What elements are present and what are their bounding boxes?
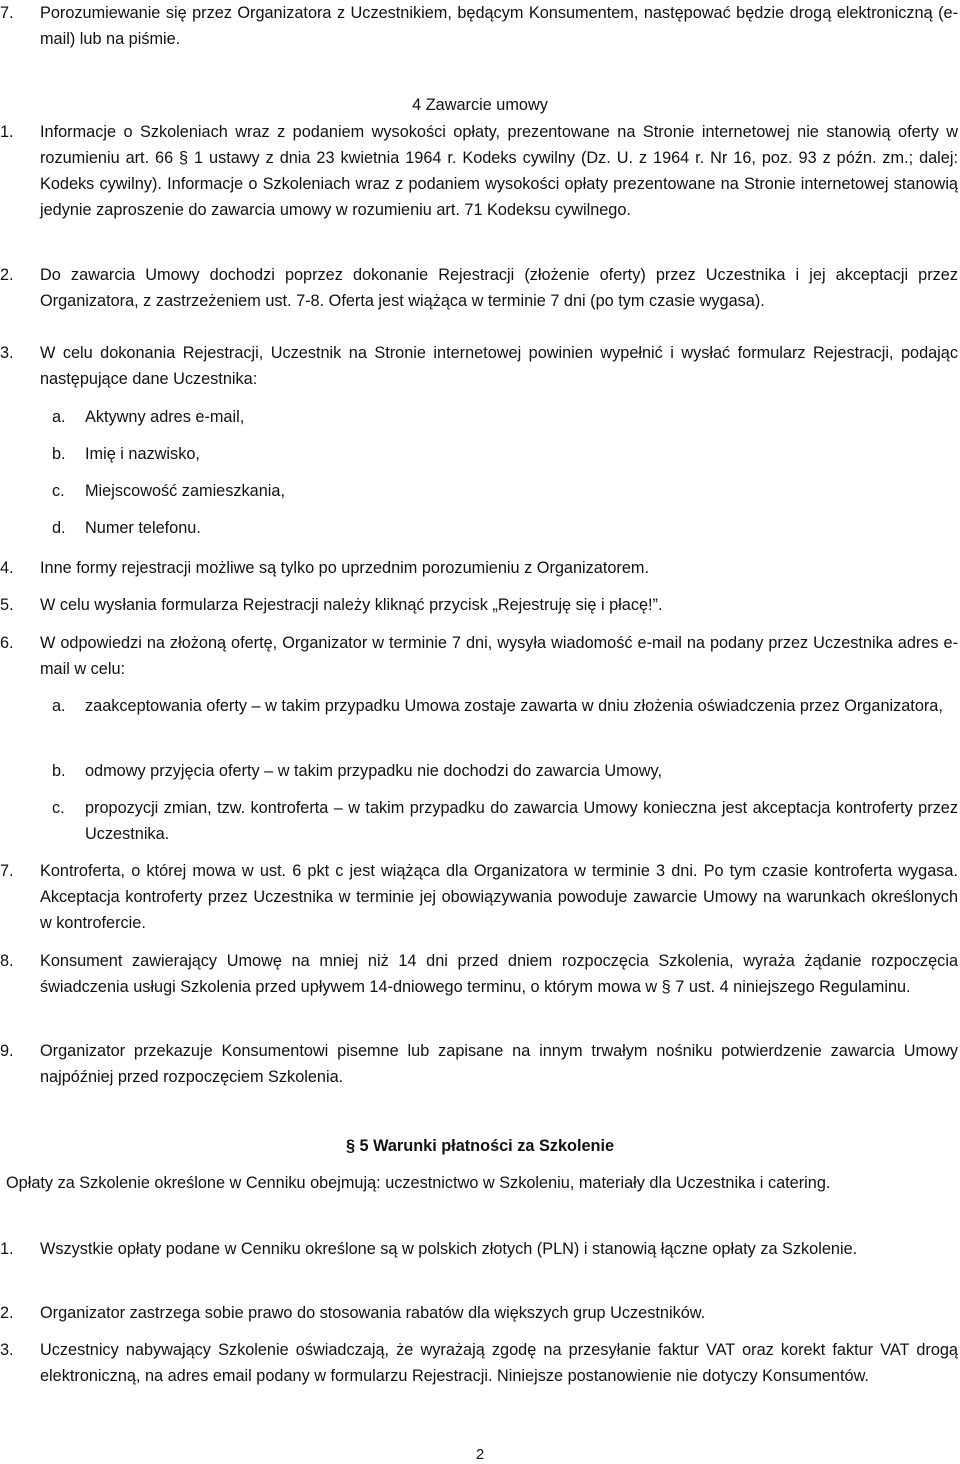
item-number: 3. [0, 344, 14, 362]
item-letter: a. [52, 697, 66, 715]
item-number: 2. [0, 1304, 14, 1322]
item-number: 1. [0, 1240, 14, 1258]
item-text: Wszystkie opłaty podane w Cenniku określone są w polskich złotych (PLN) i stanowią łączne opłaty za Szkolenie. [40, 1240, 858, 1258]
item-number: 4. [0, 559, 14, 577]
item-letter: d. [52, 519, 66, 537]
section-intro: Opłaty za Szkolenie określone w Cenniku obejmują: uczestnictwo w Szkoleniu, materiały dla Uczestnika i catering. [6, 1174, 831, 1192]
item-text: Porozumiewanie się przez Organizatora z Uczestnikiem, będącym Konsumentem, następować będzie drogą elektroniczną (e-mail) lub na piśmie. [40, 4, 958, 48]
item-text: Organizator zastrzega sobie prawo do stosowania rabatów dla większych grup Uczestników. [40, 1304, 706, 1322]
page-number: 2 [475, 1446, 485, 1463]
item-number: 2. [0, 266, 14, 284]
item-text: Konsument zawierający Umowę na mniej niż 14 dni przed dniem rozpoczęcia Szkolenia, wyraża żądanie rozpoczęcia świadczenia usługi Szkolenia przed upływem 14-dniowego terminu, o którym mowa w § 7 ust. 4 niniejszego Regulaminu. [40, 952, 958, 996]
item-number: 3. [0, 1341, 14, 1359]
item-text: W odpowiedzi na złożoną ofertę, Organizator w terminie 7 dni, wysyła wiadomość e-mail na podany przez Uczestnika adres e-mail w celu: [40, 634, 958, 678]
item-letter: c. [52, 799, 65, 817]
item-text: Uczestnicy nabywający Szkolenie oświadczają, że wyrażają zgodę na przesyłanie faktur VAT oraz korekt faktur VAT drogą elektroniczną, na adres email podany w formularzu Rejestracji. Niniejsze postanowienie nie dotyczy Konsumentów. [40, 1341, 958, 1385]
item-text: odmowy przyjęcia oferty – w takim przypadku nie dochodzi do zawarcia Umowy, [85, 762, 663, 780]
item-text: W celu dokonania Rejestracji, Uczestnik na Stronie internetowej powinien wypełnić i wysłać formularz Rejestracji, podając następujące dane Uczestnika: [40, 344, 958, 388]
item-number: 1. [0, 123, 14, 141]
item-text: Numer telefonu. [85, 519, 201, 537]
item-text: Aktywny adres e-mail, [85, 408, 245, 426]
item-text: Kontroferta, o której mowa w ust. 6 pkt c jest wiążąca dla Organizatora w terminie 3 dni. Po tym czasie kontroferta wygasa. Akceptacja kontroferty przez Uczestnika w terminie jej obowiązywania powoduje zawarcie Umowy na warunkach określonych w kontrofercie. [40, 862, 958, 932]
item-letter: b. [52, 445, 66, 463]
item-text: Do zawarcia Umowy dochodzi poprzez dokonanie Rejestracji (złożenie oferty) przez Uczestnika i jej akceptacji przez Organizatora, z zastrzeżeniem ust. 7-8. Oferta jest wiążąca w terminie 7 dni (po tym czasie wygasa). [40, 266, 958, 310]
section-heading: 4 Zawarcie umowy [412, 96, 548, 114]
item-number: 9. [0, 1042, 14, 1060]
item-letter: b. [52, 762, 66, 780]
item-letter: c. [52, 482, 65, 500]
item-text: W celu wysłania formularza Rejestracji należy kliknąć przycisk „Rejestruję się i płacę!”. [40, 596, 663, 614]
item-letter: a. [52, 408, 66, 426]
section-heading: § 5 Warunki płatności za Szkolenie [345, 1137, 615, 1155]
item-text: Imię i nazwisko, [85, 445, 200, 463]
item-number: 5. [0, 596, 14, 614]
item-text: Informacje o Szkoleniach wraz z podaniem wysokości opłaty, prezentowane na Stronie internetowej nie stanowią oferty w rozumieniu art. 66 § 1 ustawy z dnia 23 kwietnia 1964 r. Kodeks cywilny (Dz. U. z 1964 r. Nr 16, poz. 93 z późn. zm.; dalej: Kodeks cywilny). Informacje o Szkoleniach wraz z podaniem wysokości opłaty prezentowane na Stronie internetowej stanowią jedynie zaproszenie do zawarcia umowy w rozumieniu art. 71 Kodeksu cywilnego. [40, 123, 958, 219]
item-text: Miejscowość zamieszkania, [85, 482, 285, 500]
item-number: 7. [0, 862, 14, 880]
item-text: propozycji zmian, tzw. kontroferta – w takim przypadku do zawarcia Umowy konieczna jest akceptacja kontroferty przez Uczestnika. [85, 799, 958, 843]
item-number: 6. [0, 634, 14, 652]
item-number: 7. [0, 4, 14, 22]
item-text: zaakceptowania oferty – w takim przypadku Umowa zostaje zawarta w dniu złożenia oświadczenia przez Organizatora, [85, 697, 943, 715]
item-text: Inne formy rejestracji możliwe są tylko po uprzednim porozumieniu z Organizatorem. [40, 559, 649, 577]
item-number: 8. [0, 952, 14, 970]
item-text: Organizator przekazuje Konsumentowi pisemne lub zapisane na innym trwałym nośniku potwierdzenie zawarcia Umowy najpóźniej przed rozpoczęciem Szkolenia. [40, 1042, 958, 1086]
